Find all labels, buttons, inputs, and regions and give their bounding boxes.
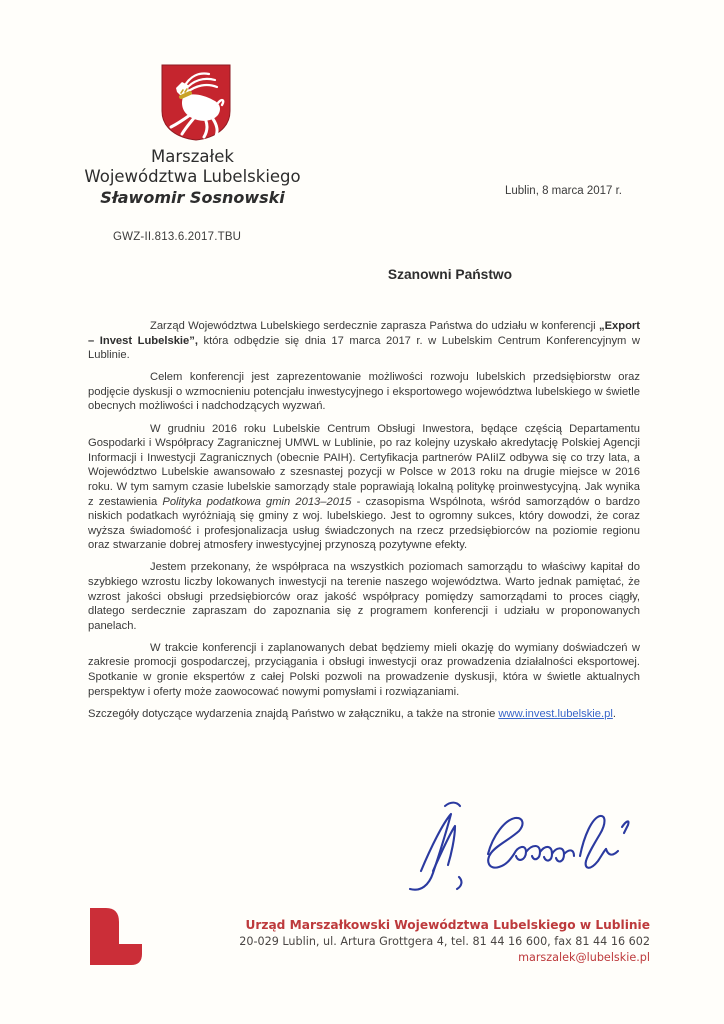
letter-paragraph [88, 707, 640, 722]
coat-of-arms-icon [158, 63, 234, 141]
paragraph-text: W grudniu 2016 roku Lubelskie Centrum Obsługi Inwestora, będące częścią Departamentu Gospodarki i Współpracy Zagranicznej UMWL w Lublinie, po raz kolejny uzyskało akredytację Polskiej Agencji Informacji i Inwestycji Zagranicznych (obecnie PAIH). Certyfikacja partnerów PAIiIZ odbywa się co trzy lata, a Województwo Lubelskie awansowało z szesnastej pozycji w Polsce w 2013 roku na drugie miejsce w 2016 roku. W tym samym czasie lubelskie samorządy stale poprawiają lokalną politykę proinwestycyjną. Jak wynika z zestawienia [88, 422, 640, 508]
lubelskie-logo-icon [90, 908, 142, 965]
paragraph-text: . [612, 707, 616, 720]
invest-lubelskie-link[interactable]: www.invest.lubelskie.pl [498, 707, 613, 720]
paragraph-text: Jestem przekonany, że współpraca na wszystkich poziomach samorządu to właściwy kapitał do szybkiego wzrostu liczby lokowanych inwestycji na terenie naszego województwa. Warto jednak pamiętać, że wzrost jakości obsługi przedsiębiorców oraz jakość współpracy pomiędzy samorządami to proces ciągły, dlatego serdecznie zapraszam do zapoznania się z programem konferencji i udziału w proponowanych panelach. [88, 561, 640, 632]
handwritten-signature-icon [393, 793, 645, 895]
paragraph-text: Celem konferencji jest zaprezentowanie możliwości rozwoju lubelskich przedsiębiorstw oraz podjęcie dyskusji o wzmocnieniu potencjału inwestycyjnego i eksportowego województwa lubelskiego w świetle obecnych możliwości i nadchodzących wyzwań. [88, 371, 640, 413]
reference-number: GWZ-II.813.6.2017.TBU [113, 231, 242, 243]
office-email: marszalek@lubelskie.pl [518, 951, 650, 964]
paragraph-text: Zarząd Województwa Lubelskiego serdecznie zaprasza Państwa do udziału w konferencji [150, 320, 599, 332]
footer-block [170, 917, 650, 966]
letter-paragraph [88, 370, 640, 414]
paragraph-text: W trakcie konferencji i zaplanowanych debat będziemy mieli okazję do wymiany doświadczeń w zakresie promocji gospodarczej, przyciągania i obsługi inwestycji oraz prowadzenia działalności eksportowej. Spotkanie w gronie ekspertów z całej Polski pozwoli na prowadzenie dyskusji, która w świetle aktualnych perspektyw i oferty może zaowocować nowymi pomysłami i rozwiązaniami. [88, 641, 640, 698]
sender-region: Województwa Lubelskiego [84, 167, 301, 186]
salutation: Szanowni Państwo [387, 267, 513, 282]
paragraph-text: która odbędzie się dnia 17 marca 2017 r. w Lubelskim Centrum Konferencyjnym w Lublinie. [88, 334, 640, 362]
letter-paragraph [88, 422, 640, 553]
letter-body [88, 319, 640, 729]
paragraph-text: - czasopisma Wspólnota, wśród samorządów o bardzo niskich podatkach wyróżniają się gminy z woj. lubelskiego. Jest to ogromny sukces, który dowodzi, że coraz wyższa świadomość i profesjonalizacja usług świadczonych na rzecz przedsiębiorców na poziomie regionu oraz stwarzanie dobrej atmosfery inwestycyjnej przynoszą pozytywne efekty. [88, 495, 640, 552]
office-name: Urząd Marszałkowski Województwa Lubelskiego w Lublinie [245, 918, 650, 932]
paragraph-text: Polityka podatkowa gmin 2013–2015 [162, 495, 352, 508]
sender-block [50, 147, 335, 208]
sender-name: Sławomir Sosnowski [100, 188, 285, 207]
letter-paragraph [88, 641, 640, 699]
paragraph-text: Szczegóły dotyczące wydarzenia znajdą Państwo w załączniku, a także na stronie [88, 707, 499, 720]
office-address: 20-029 Lublin, ul. Artura Grottgera 4, tel. 81 44 16 600, fax 81 44 16 602 [239, 935, 650, 948]
paragraph-text: „Export – Invest Lubelskie”, [88, 320, 640, 347]
sender-title: Marszałek [151, 147, 234, 166]
place-date: Lublin, 8 marca 2017 r. [505, 185, 622, 197]
letter-paragraph [88, 319, 640, 363]
letter-paragraph [88, 560, 640, 633]
